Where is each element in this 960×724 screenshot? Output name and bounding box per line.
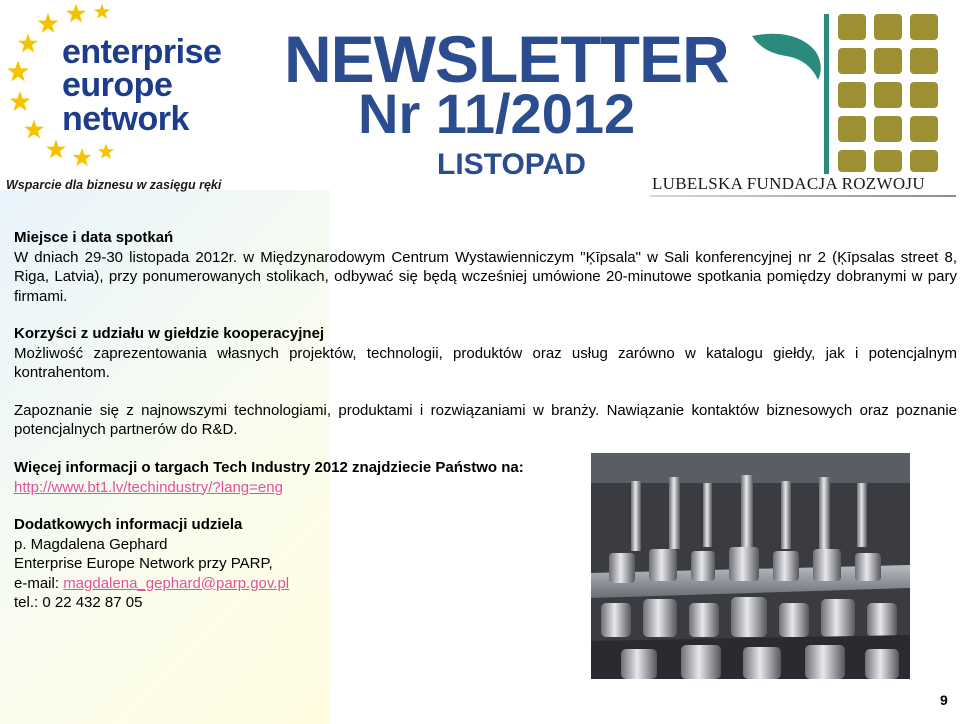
- logo-word-network: network: [62, 100, 189, 138]
- tool-holders-photo: [591, 453, 910, 679]
- tech-industry-link[interactable]: http://www.bt1.lv/techindustry/?lang=eng: [14, 478, 283, 496]
- logo-word-europe: europe: [62, 66, 173, 104]
- photo-illustration: [591, 453, 910, 679]
- contact-heading: Dodatkowych informacji udziela: [14, 516, 243, 533]
- newsletter-title: NEWSLETTER: [284, 22, 729, 96]
- contact-phone: tel.: 0 22 432 87 05: [14, 594, 143, 611]
- more-info-heading: Więcej informacji o targach Tech Industry 2012 znajdziecie Państwo na:: [14, 459, 524, 476]
- enterprise-europe-network-logo: [0, 0, 230, 200]
- contact-email-line: [14, 574, 584, 594]
- issue-number: Nr 11/2012: [358, 82, 636, 145]
- logo-tagline: Wsparcie dla biznesu w zasięgu ręki: [6, 178, 222, 192]
- contact-organization: Enterprise Europe Network przy PARP,: [14, 555, 273, 572]
- logo-word-enterprise: enterprise: [62, 33, 222, 71]
- contact-name: p. Magdalena Gephard: [14, 535, 168, 553]
- meeting-text: W dniach 29-30 listopada 2012r. w Międzynarodowym Centrum Wystawienniczym "Ķīpsala" w Sali konferencyjnej nr 2 (Ķīpsalas street 8, Riga, Latvia), przy ponumerowanych stolikach, odbywać się będą wcześniej umówione 20-minutowe spotkania pomiędzy dobranymi w pary firmami.: [14, 248, 957, 305]
- benefits-text-1: Możliwość zaprezentowania własnych projektów, technologii, produktów oraz usług zarówno w katalogu giełdy, jak i potencjalnym kontrahentom.: [14, 344, 957, 381]
- organization-name: LUBELSKA FUNDACJA ROZWOJU: [652, 174, 925, 193]
- newsletter-header: [0, 0, 960, 200]
- header-divider: [650, 195, 956, 197]
- contact-email-link[interactable]: magdalena_gephard@parp.gov.pl: [63, 574, 290, 592]
- lubelska-fundacja-logo: [752, 14, 952, 174]
- page-number: 9: [940, 692, 948, 708]
- benefits-text-2: Zapoznanie się z najnowszymi technologiami, produktami i rozwiązaniami w branży. Nawiązanie kontaktów biznesowych oraz poznanie potencjalnych partnerów do R&D.: [14, 401, 957, 438]
- issue-month: LISTOPAD: [437, 148, 586, 181]
- benefits-heading: Korzyści z udziału w giełdzie kooperacyjnej: [14, 325, 325, 342]
- wing-squares-icon: [752, 14, 952, 174]
- info-contact-block: [14, 458, 584, 613]
- article-body: [14, 228, 957, 440]
- meeting-heading: Miejsce i data spotkań: [14, 229, 174, 246]
- email-label: e-mail:: [14, 574, 64, 592]
